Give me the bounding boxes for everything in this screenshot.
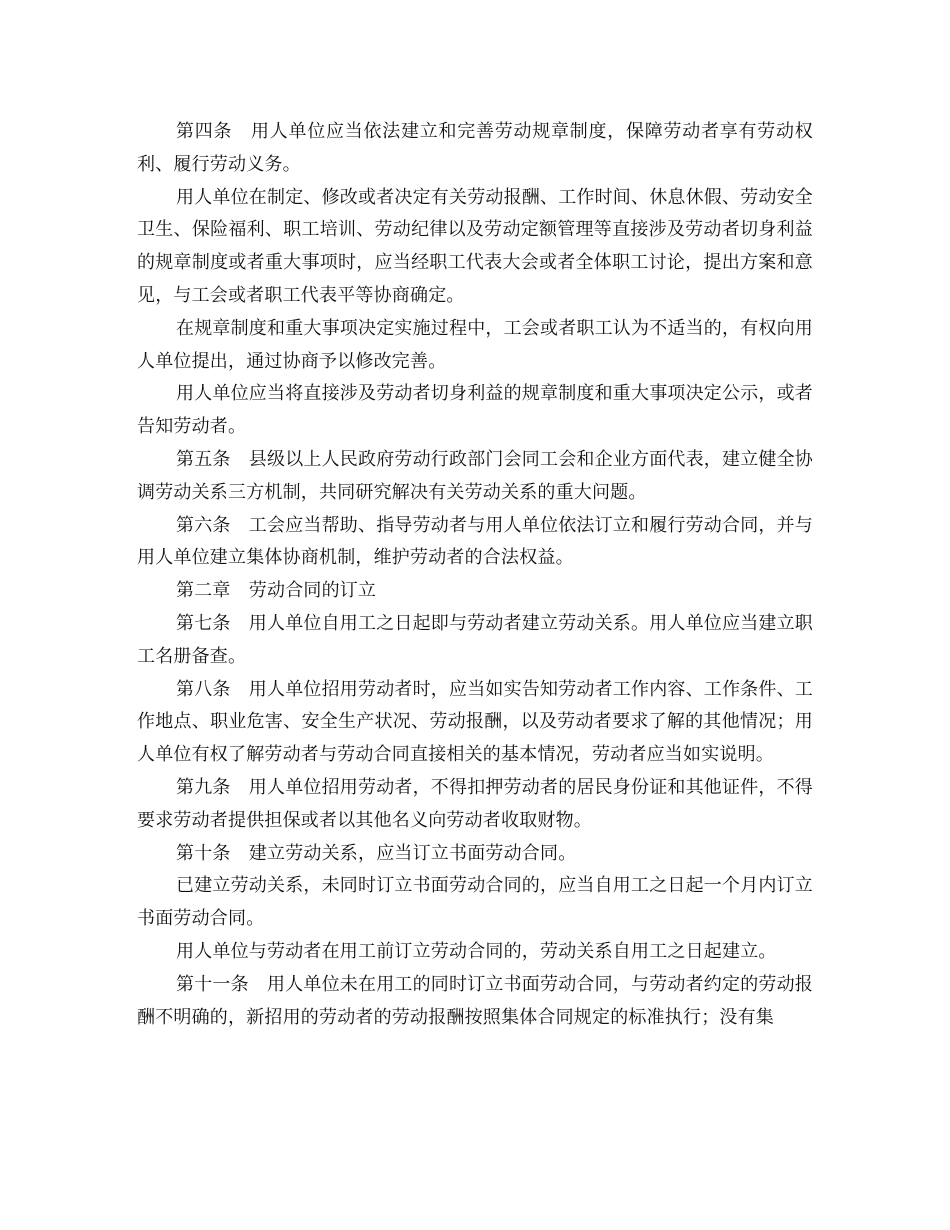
paragraph-article-8: 第八条 用人单位招用劳动者时，应当如实告知劳动者工作内容、工作条件、工作地点、职业危害、安全生产状况、劳动报酬，以及劳动者要求了解的其他情况；用人单位有权了解劳动者与劳动合同直接相关的基本情况，劳动者应当如实说明。 bbox=[137, 678, 813, 766]
paragraph-article-4-publication: 用人单位应当将直接涉及劳动者切身利益的规章制度和重大事项决定公示，或者告知劳动者。 bbox=[137, 383, 813, 438]
paragraph-article-5: 第五条 县级以上人民政府劳动行政部门会同工会和企业方面代表，建立健全协调劳动关系三方机制，共同研究解决有关劳动关系的重大问题。 bbox=[137, 448, 813, 503]
paragraph-article-4: 第四条 用人单位应当依法建立和完善劳动规章制度，保障劳动者享有劳动权利、履行劳动义务。 bbox=[137, 121, 813, 175]
chapter-heading: 第二章 劳动合同的订立 bbox=[176, 580, 377, 602]
document-page bbox=[137, 116, 813, 1034]
paragraph-article-10-prior-contract: 用人单位与劳动者在用工前订立劳动合同的，劳动关系自用工之日起建立。 bbox=[176, 940, 777, 962]
paragraph-article-4-rules-procedure: 用人单位在制定、修改或者决定有关劳动报酬、工作时间、休息休假、劳动安全卫生、保险福利、职工培训、劳动纪律以及劳动定额管理等直接涉及劳动者切身利益的规章制度或者重大事项时，应当经职工代表大会或者全体职工讨论，提出方案和意见，与工会或者职工代表平等协商确定。 bbox=[137, 186, 813, 306]
paragraph-article-11: 第十一条 用人单位未在用工的同时订立书面劳动合同，与劳动者约定的劳动报酬不明确的，新招用的劳动者的劳动报酬按照集体合同规定的标准执行；没有集 bbox=[137, 973, 813, 1028]
paragraph-article-7: 第七条 用人单位自用工之日起即与劳动者建立劳动关系。用人单位应当建立职工名册备查。 bbox=[137, 612, 813, 667]
paragraph-article-10: 第十条 建立劳动关系，应当订立书面劳动合同。 bbox=[176, 842, 577, 864]
paragraph-article-6: 第六条 工会应当帮助、指导劳动者与用人单位依法订立和履行劳动合同，并与用人单位建立集体协商机制，维护劳动者的合法权益。 bbox=[137, 514, 813, 569]
paragraph-article-4-revision: 在规章制度和重大事项决定实施过程中，工会或者职工认为不适当的，有权向用人单位提出，通过协商予以修改完善。 bbox=[137, 317, 813, 372]
paragraph-article-10-deadline: 已建立劳动关系，未同时订立书面劳动合同的，应当自用工之日起一个月内订立书面劳动合同。 bbox=[137, 875, 813, 930]
paragraph-article-9: 第九条 用人单位招用劳动者，不得扣押劳动者的居民身份证和其他证件，不得要求劳动者提供担保或者以其他名义向劳动者收取财物。 bbox=[137, 776, 813, 831]
